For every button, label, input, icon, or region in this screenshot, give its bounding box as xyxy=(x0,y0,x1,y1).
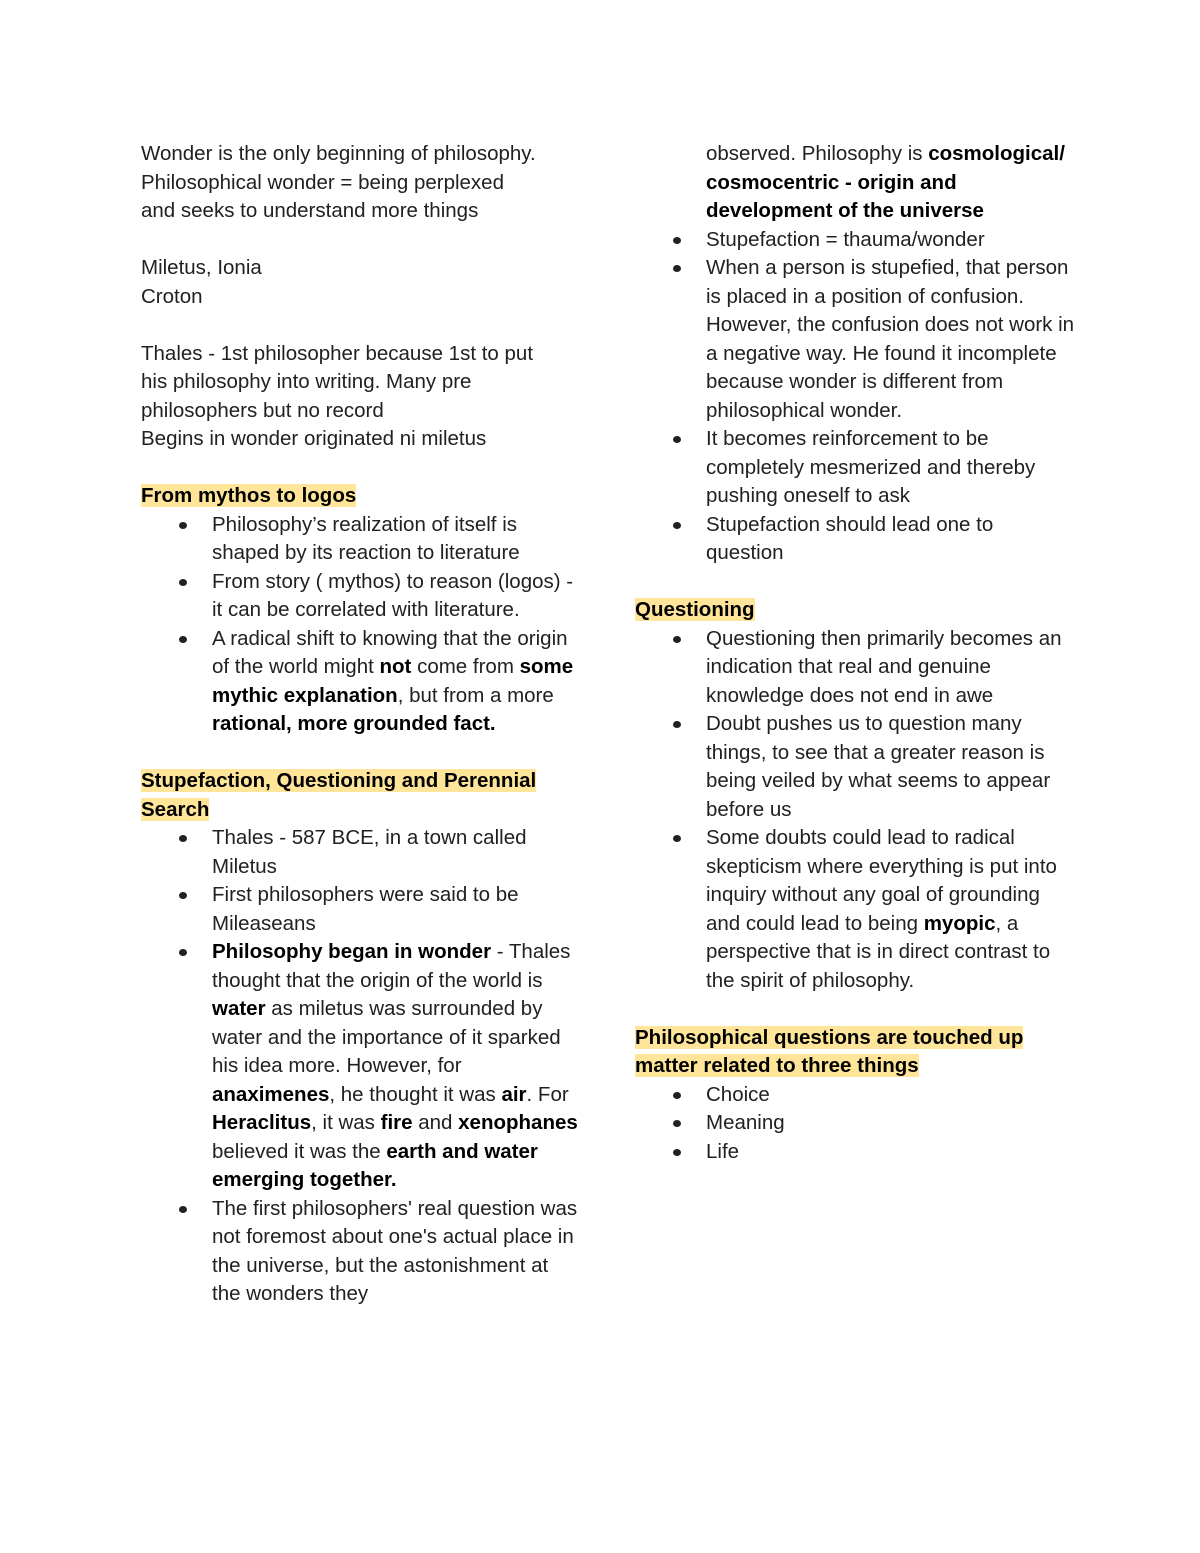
bullet-icon xyxy=(179,579,187,586)
list-three-things xyxy=(635,1081,1075,1167)
right-column xyxy=(635,140,1075,1166)
list-item: It becomes reinforcement to be completely mesmerized and thereby pushing oneself to ask xyxy=(635,425,1075,511)
bullet-icon xyxy=(673,522,681,529)
list-item: Stupefaction should lead one to question xyxy=(635,511,1075,568)
heading-mythos-logos: From mythos to logos xyxy=(141,484,357,507)
list-item: A radical shift to knowing that the origin of the world might not come from some mythic explanation, but from a more rational, more grounded fact. xyxy=(141,625,581,739)
bullet-icon xyxy=(179,835,187,842)
list-item: Doubt pushes us to question many things, to see that a greater reason is being veiled by what seems to appear before us xyxy=(635,710,1075,824)
bullet-icon xyxy=(179,949,187,956)
left-column xyxy=(141,140,581,1309)
place-croton: Croton xyxy=(141,284,203,308)
intro-line-2: Philosophical wonder = being perplexed xyxy=(141,170,504,194)
list-stupefaction xyxy=(141,824,581,1309)
list-item: Stupefaction = thauma/wonder xyxy=(635,226,1075,255)
list-item: Thales - 587 BCE, in a town called Miletus xyxy=(141,824,581,881)
list-item: Some doubts could lead to radical skepticism where everything is put into inquiry without any goal of grounding and could lead to being myopic, a perspective that is in direct contrast to the spirit of philosophy. xyxy=(635,824,1075,995)
list-questioning xyxy=(635,625,1075,996)
bullet-icon xyxy=(673,721,681,728)
bullet-icon xyxy=(673,835,681,842)
list-item: Questioning then primarily becomes an indication that real and genuine knowledge does not end in awe xyxy=(635,625,1075,711)
thales-line-4: Begins in wonder originated ni miletus xyxy=(141,427,487,450)
list-item-life: Life xyxy=(635,1138,1075,1167)
list-mythos-logos xyxy=(141,511,581,739)
list-item: First philosophers were said to be Mileaseans xyxy=(141,881,581,938)
place-miletus: Miletus, Ionia xyxy=(141,256,262,279)
thales-line-3: philosophers but no record xyxy=(141,398,384,422)
heading-questioning: Questioning xyxy=(635,598,755,621)
list-item-meaning: Meaning xyxy=(635,1109,1075,1138)
bullet-icon xyxy=(673,265,681,272)
intro-line-1: Wonder is the only beginning of philosophy. xyxy=(141,142,536,165)
list-item: From story ( mythos) to reason (logos) - it can be correlated with literature. xyxy=(141,568,581,625)
heading-philosophical-questions: Philosophical questions are touched up matter related to three things xyxy=(635,1025,1024,1077)
list-item-choice: Choice xyxy=(635,1081,1075,1110)
bullet-icon xyxy=(179,1206,187,1213)
list-item: The first philosophers' real question was not foremost about one's actual place in the universe, but the astonishment at the wonders they xyxy=(141,1195,581,1309)
list-item: When a person is stupefied, that person is placed in a position of confusion. However, the confusion does not work in a negative way. He found it incomplete because wonder is different from philosophical wonder. xyxy=(635,254,1075,425)
bullet-icon xyxy=(179,636,187,643)
list-item: Philosophy began in wonder - Thales thought that the origin of the world is water as miletus was surrounded by water and the importance of it sparked his idea more. However, for anaximenes, he thought it was air. For Heraclitus, it was fire and xenophanes believed it was the earth and water emerging together. xyxy=(141,938,581,1195)
bullet-icon xyxy=(673,237,681,244)
intro-line-3: and seeks to understand more things xyxy=(141,199,479,222)
heading-stupefaction: Stupefaction, Questioning and Perennial Search xyxy=(141,769,537,821)
continuation-text: observed. Philosophy is cosmological/ cosmocentric - origin and development of the universe xyxy=(706,142,1065,222)
bullet-icon xyxy=(673,1149,681,1156)
bullet-icon xyxy=(673,1092,681,1099)
thales-line-1: Thales - 1st philosopher because 1st to put xyxy=(141,341,534,365)
bullet-icon xyxy=(673,436,681,443)
bullet-icon xyxy=(673,1120,681,1127)
bullet-icon xyxy=(673,636,681,643)
list-stupefaction-continued xyxy=(635,226,1075,568)
list-item: Philosophy’s realization of itself is shaped by its reaction to literature xyxy=(141,511,581,568)
bullet-icon xyxy=(179,892,187,899)
bullet-icon xyxy=(179,522,187,529)
thales-line-2: his philosophy into writing. Many pre xyxy=(141,370,472,393)
